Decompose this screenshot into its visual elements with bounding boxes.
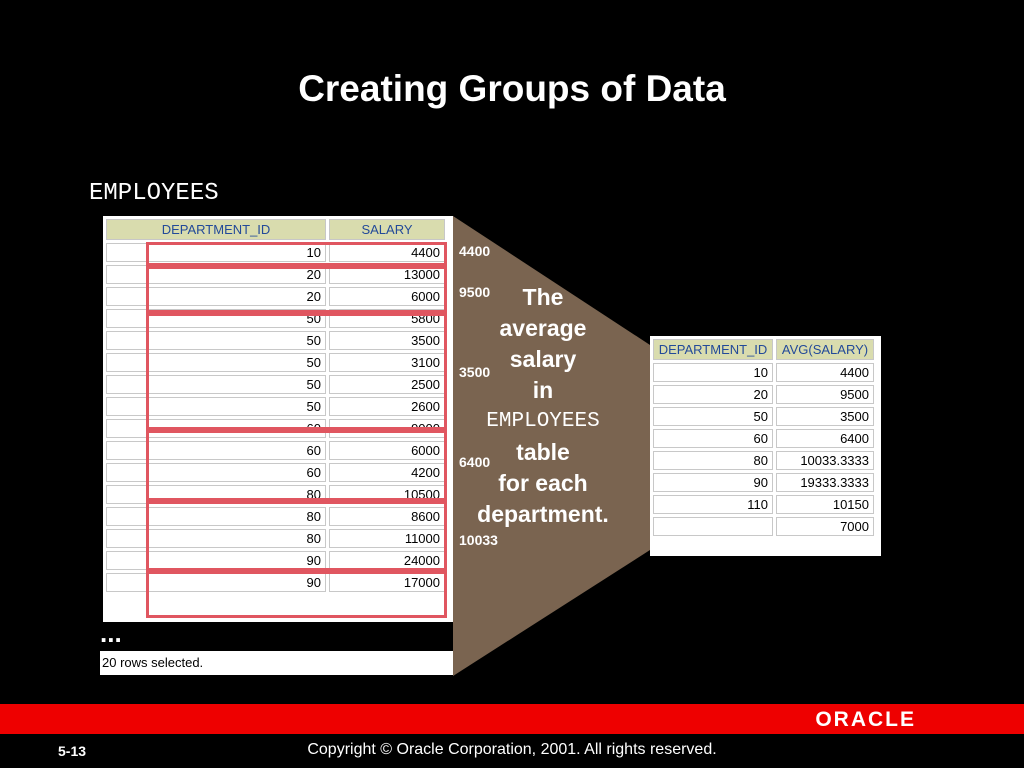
cell-department-id: 20: [106, 287, 326, 306]
cell-department-id: [653, 517, 773, 536]
cell-department-id: 50: [106, 353, 326, 372]
department-group-outline: [146, 430, 447, 501]
cell-salary: 7000: [776, 517, 874, 536]
cell-department-id: 90: [106, 551, 326, 570]
cell-department-id: 50: [106, 375, 326, 394]
cell-salary: 10150: [776, 495, 874, 514]
explanation-line: salary: [509, 346, 577, 372]
explanation-line: average: [499, 315, 587, 341]
department-group-outline: [146, 313, 447, 431]
group-average-label: 10033: [459, 532, 498, 548]
rows-selected-status: 20 rows selected.: [100, 651, 453, 675]
table-row: [653, 495, 874, 514]
table-row: [653, 363, 874, 382]
copyright-notice: Copyright © Oracle Corporation, 2001. All rights reserved.: [307, 741, 717, 758]
cell-salary: 9000: [329, 419, 445, 438]
cell-department-id: 50: [653, 407, 773, 426]
table-row: [653, 517, 874, 536]
cell-salary: 3500: [329, 331, 445, 350]
cell-department-id: 50: [106, 309, 326, 328]
slide-number: 5-13: [58, 743, 87, 759]
cell-department-id: 90: [653, 473, 773, 492]
cell-salary: 4400: [776, 363, 874, 382]
cell-department-id: 60: [106, 463, 326, 482]
explanation-line: table: [516, 439, 570, 465]
column-header-department-id: DEPARTMENT_ID: [653, 339, 773, 360]
cell-salary: 6000: [329, 441, 445, 460]
cell-salary: 10033.3333: [776, 451, 874, 470]
cell-salary: 2500: [329, 375, 445, 394]
department-group-outline: [146, 266, 447, 313]
group-average-label: 4400: [459, 243, 491, 259]
cell-department-id: 80: [106, 529, 326, 548]
explanation-line: department.: [477, 501, 609, 527]
explanation-table-name: EMPLOYEES: [486, 410, 600, 433]
oracle-logo: ORACLE: [815, 708, 916, 731]
result-table-body: [653, 363, 874, 536]
table-row: [653, 407, 874, 426]
explanation-line: for each: [498, 470, 588, 496]
table-row: [653, 385, 874, 404]
cell-salary: 17000: [329, 573, 445, 592]
cell-department-id: 10: [106, 243, 326, 262]
cell-department-id: 20: [106, 265, 326, 284]
cell-department-id: 90: [106, 573, 326, 592]
cell-salary: 3100: [329, 353, 445, 372]
cell-department-id: 50: [106, 397, 326, 416]
explanation-line: in: [532, 377, 554, 403]
column-header-salary: SALARY: [329, 219, 445, 240]
cell-department-id: 110: [653, 495, 773, 514]
cell-salary: 10500: [329, 485, 445, 504]
result-table: [650, 336, 881, 556]
cell-salary: 4400: [329, 243, 445, 262]
explanation-text: [468, 282, 618, 530]
cell-salary: 19333.3333: [776, 473, 874, 492]
cell-department-id: 50: [106, 331, 326, 350]
cell-salary: 24000: [329, 551, 445, 570]
cell-salary: 8600: [329, 507, 445, 526]
more-rows-ellipsis: ...: [100, 618, 122, 648]
cell-department-id: 80: [653, 451, 773, 470]
cell-salary: 5800: [329, 309, 445, 328]
cell-department-id: 20: [653, 385, 773, 404]
cell-salary: 6000: [329, 287, 445, 306]
cell-department-id: 80: [106, 507, 326, 526]
table-row: [653, 429, 874, 448]
column-header-avg-salary: AVG(SALARY): [776, 339, 874, 360]
cell-department-id: 60: [106, 419, 326, 438]
department-group-outline: [146, 571, 447, 618]
cell-department-id: 10: [653, 363, 773, 382]
slide-title: Creating Groups of Data: [298, 68, 726, 109]
explanation-line: The: [522, 284, 564, 310]
column-header-department-id: DEPARTMENT_ID: [106, 219, 326, 240]
cell-salary: 6400: [776, 429, 874, 448]
cell-department-id: 80: [106, 485, 326, 504]
table-row: [653, 451, 874, 470]
table-row: [653, 473, 874, 492]
department-group-outline: [146, 501, 447, 572]
cell-salary: 11000: [329, 529, 445, 548]
cell-salary: 3500: [776, 407, 874, 426]
group-average-label: 9500: [459, 284, 491, 300]
table-name-label: EMPLOYEES: [89, 180, 219, 207]
cell-salary: 13000: [329, 265, 445, 284]
department-group-outline: [146, 242, 447, 266]
cell-salary: 2600: [329, 397, 445, 416]
group-average-label: 3500: [459, 364, 491, 380]
cell-salary: 9500: [776, 385, 874, 404]
cell-salary: 4200: [329, 463, 445, 482]
cell-department-id: 60: [106, 441, 326, 460]
group-average-label: 6400: [459, 454, 491, 470]
cell-department-id: 60: [653, 429, 773, 448]
